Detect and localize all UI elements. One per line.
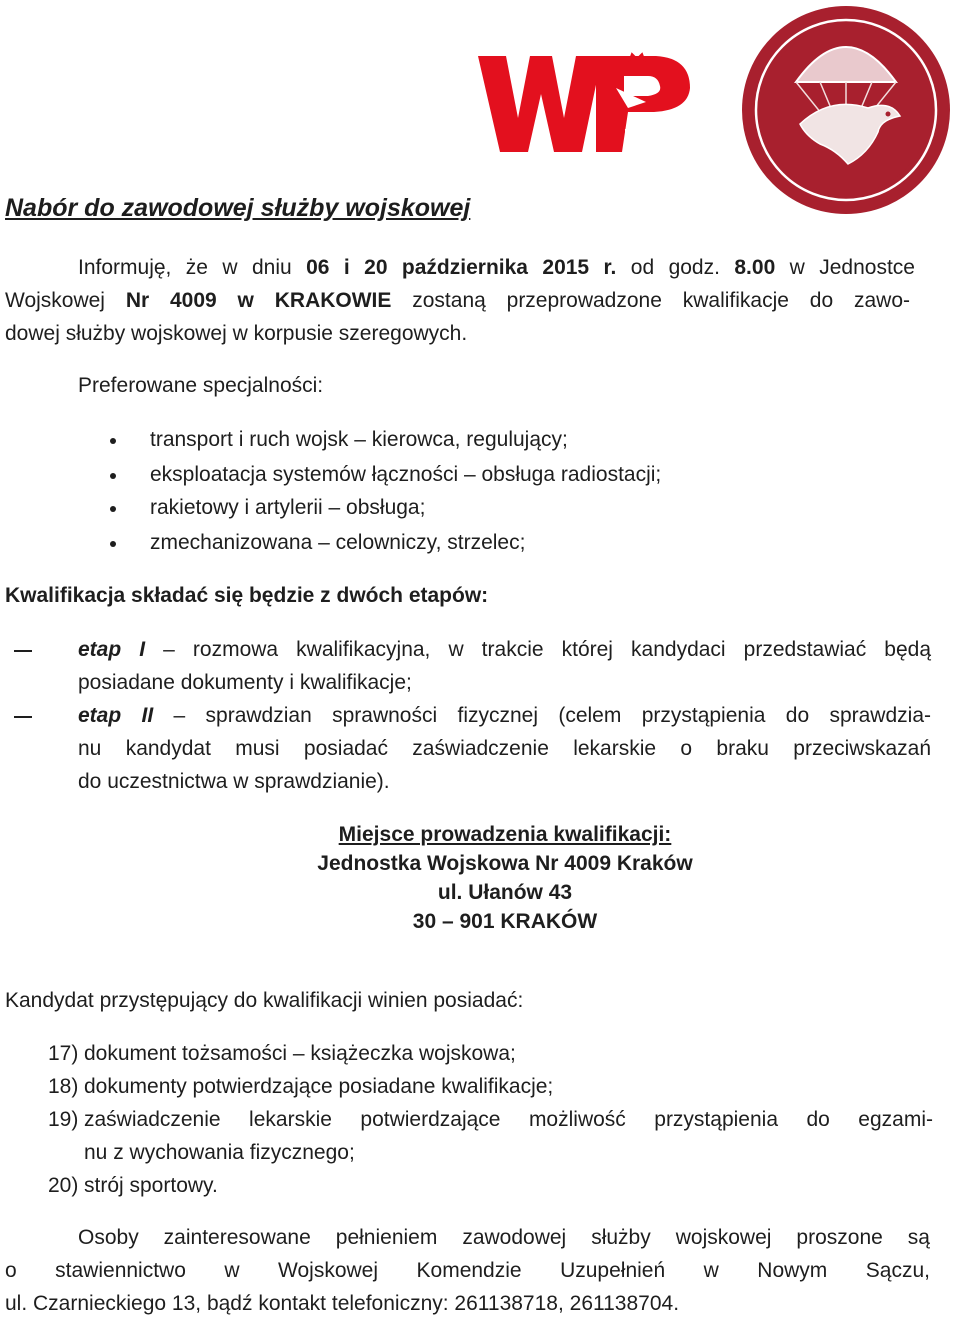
location-block: [40, 820, 960, 936]
requirements-heading: Kandydat przystępujący do kwalifikacji winien posiadać:: [5, 989, 524, 1012]
intro-line-3: dowej służby wojskowej w korpusie szeregowych.: [5, 322, 468, 345]
item-number: 17): [48, 1042, 79, 1065]
intro-text: zostaną przeprowadzone kwalifikacje do zawo-: [391, 289, 910, 312]
item-text: zaświadczenie lekarskie potwierdzające możliwość przystąpienia do egzami-: [84, 1108, 933, 1131]
intro-text: w Jednostce: [775, 256, 915, 279]
specialties-label: Preferowane specjalności:: [78, 374, 324, 397]
paratrooper-badge-logo: [740, 4, 952, 216]
intro-unit: Nr 4009 w KRAKOWIE: [125, 289, 392, 312]
stage-name: etap II: [78, 704, 154, 727]
stage-text: – sprawdzian sprawności fizycznej (celem przystąpienia do sprawdzia-: [153, 704, 931, 727]
specialty-text: zmechanizowana – celowniczy, strzelec;: [150, 531, 526, 554]
list-item: [48, 1103, 933, 1169]
intro-line-1: [78, 251, 915, 284]
item-line-1: [48, 1103, 933, 1136]
bullet-icon: [110, 438, 116, 444]
stage-2: [78, 699, 931, 798]
item-number: 19): [48, 1108, 79, 1131]
item-number: 18): [48, 1075, 79, 1098]
stage-2-line-2: nu kandydat musi posiadać zaświadczenie lekarskie o braku przeciwskazań: [78, 737, 931, 760]
location-street: ul. Ułanów 43: [437, 881, 573, 904]
wp-logo-text-2: POLSKIE: [624, 140, 682, 155]
stage-1-line-1: [78, 633, 931, 666]
wp-logo-text-1: WOJSKO: [624, 126, 682, 141]
intro-text: Informuję, że w dniu: [78, 256, 307, 279]
intro-dates: 06 i 20 października 2015 r.: [306, 256, 617, 279]
list-item: [48, 1169, 218, 1202]
location-unit: Jednostka Wojskowa Nr 4009 Kraków: [317, 852, 693, 875]
closing-line-3: ul. Czarnieckiego 13, bądź kontakt telefoniczny: 261138718, 261138704.: [5, 1292, 680, 1315]
specialty-text: transport i ruch wojsk – kierowca, regulujący;: [150, 428, 568, 451]
wojsko-polskie-logo: [478, 48, 693, 158]
closing-line-2: o stawiennictwo w Wojskowej Komendzie Uzupełnień w Nowym Sączu,: [5, 1259, 930, 1282]
stage-text: – rozmowa kwalifikacyjna, w trakcie której kandydaci przedstawiać będą: [145, 638, 931, 661]
list-item: [48, 1070, 553, 1103]
location-heading: Miejsce prowadzenia kwalifikacji:: [338, 823, 672, 846]
item-number: 20): [48, 1174, 79, 1197]
stage-name: etap I: [78, 638, 146, 661]
specialty-text: eksploatacja systemów łączności – obsługa radiostacji;: [150, 463, 662, 486]
list-item: [48, 1037, 516, 1070]
bullet-icon: [110, 473, 116, 479]
location-city: 30 – 901 KRAKÓW: [412, 910, 598, 933]
dash-icon: [14, 716, 32, 718]
stage-2-line-1: [78, 699, 931, 732]
item-text: dokument tożsamości – książeczka wojskowa;: [84, 1042, 516, 1065]
stages-heading: Kwalifikacja składać się będzie z dwóch etapów:: [5, 584, 489, 607]
intro-text: od godz.: [616, 256, 735, 279]
bullet-icon: [110, 506, 116, 512]
stage-2-line-3: do uczestnictwa w sprawdzianie).: [78, 770, 390, 793]
specialty-text: rakietowy i artylerii – obsługa;: [150, 496, 426, 519]
dash-icon: [14, 650, 32, 652]
closing-line-1: Osoby zainteresowane pełnieniem zawodowej służby wojskowej proszone są: [78, 1226, 930, 1249]
intro-time: 8.00: [734, 256, 776, 279]
item-line-2: nu z wychowania fizycznego;: [84, 1141, 355, 1164]
page-title: Nabór do zawodowej służby wojskowej: [5, 194, 471, 222]
item-text: dokumenty potwierdzające posiadane kwalifikacje;: [84, 1075, 554, 1098]
stage-1: [78, 633, 931, 699]
item-text: strój sportowy.: [84, 1174, 218, 1197]
intro-text: Wojskowej: [5, 289, 126, 312]
stage-1-line-2: posiadane dokumenty i kwalifikacje;: [78, 671, 412, 694]
bullet-icon: [110, 541, 116, 547]
intro-line-2: [5, 284, 910, 317]
